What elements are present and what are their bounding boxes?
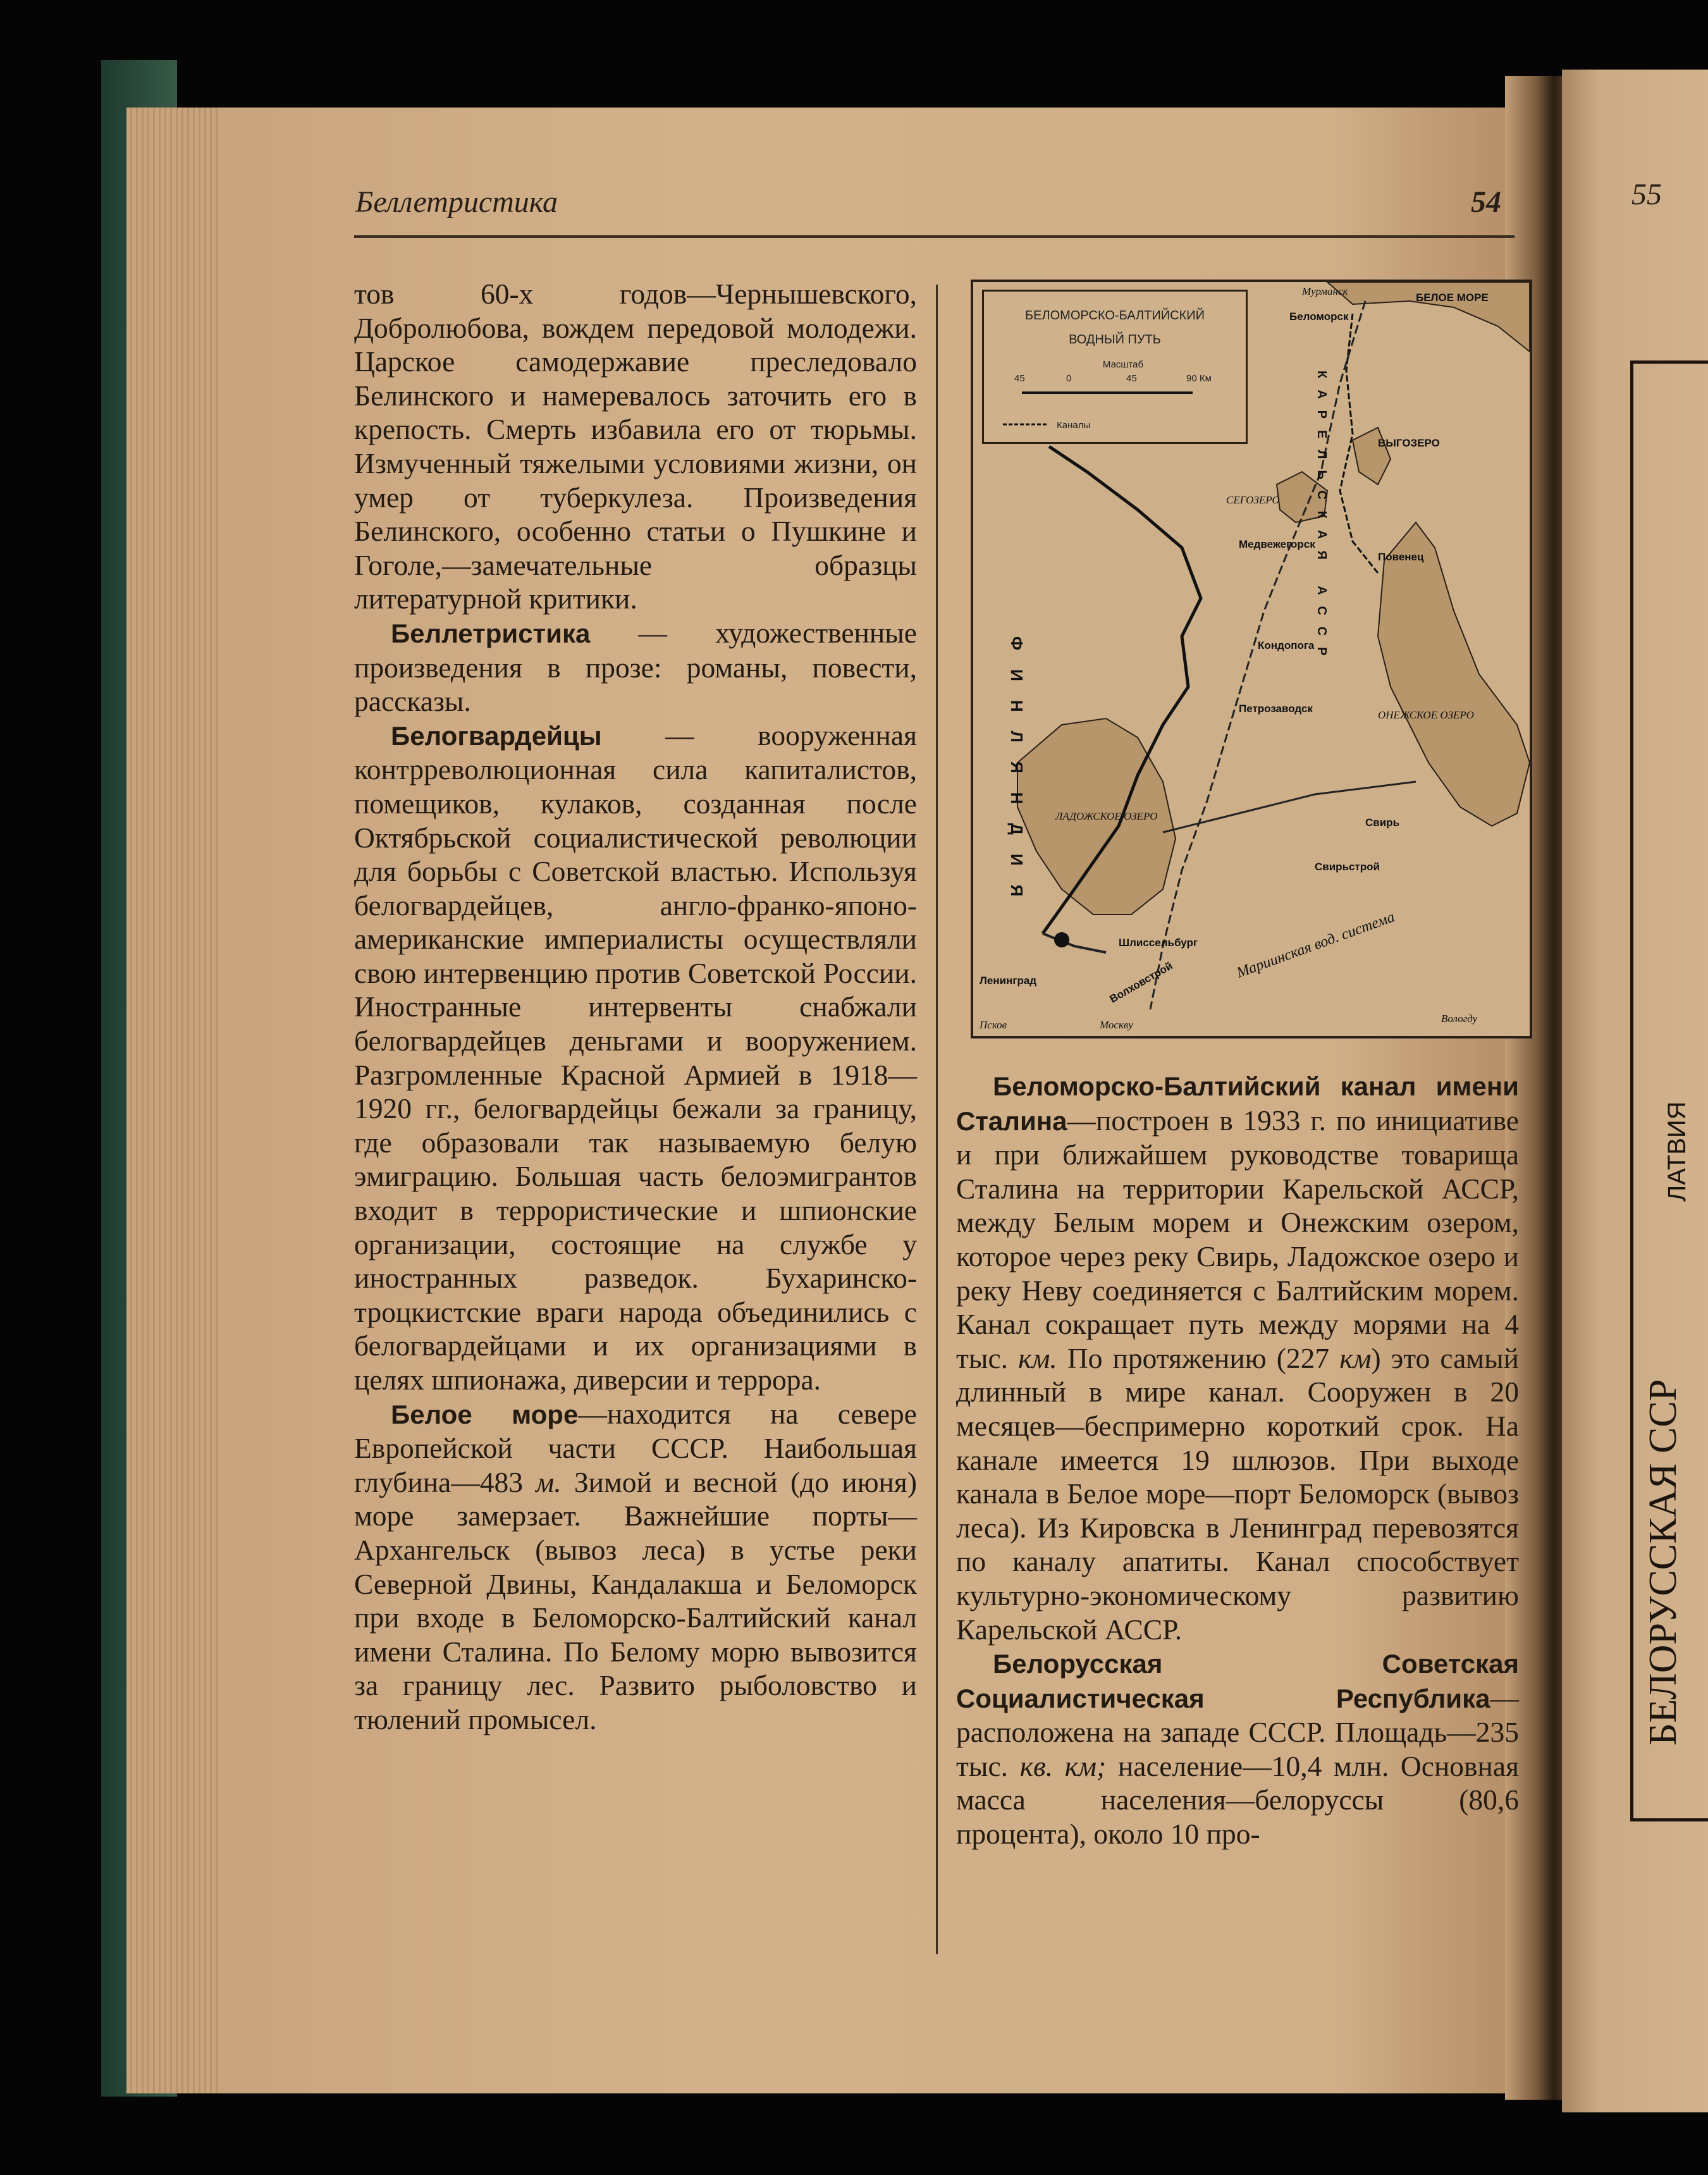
label-beloe-more: БЕЛОЕ МОРЕ <box>1416 292 1489 304</box>
label-onezhskoe: ОНЕЖСКОЕ ОЗЕРО <box>1378 709 1474 721</box>
definition-beloe-more-a: —находится на севере Европейской части СССР. Наибольшая глубина—483 <box>354 1397 917 1498</box>
definition-bssr-b: население—10,4 млн. Основная масса населения—белоруссы (80,6 процента), около 10 про- <box>956 1749 1520 1851</box>
label-petrozavodsk: Петрозаводск <box>1239 703 1313 715</box>
term-canal: Беломорско-Балтийский канал имени Сталина <box>956 1071 1519 1136</box>
label-leningrad: Ленинград <box>980 975 1037 987</box>
term-belletristika: Беллетристика <box>391 618 591 648</box>
map-inset-drawing <box>984 292 1246 442</box>
neva-river <box>1043 933 1106 952</box>
label-moskva: Москву <box>1100 1019 1133 1031</box>
entry-belletristika <box>354 616 917 718</box>
scale-tick-2: 45 <box>1126 373 1137 384</box>
column-rule <box>936 285 938 1954</box>
inset-title-2: ВОДНЫЙ ПУТЬ <box>1069 333 1161 347</box>
label-belomorsk: Беломорск <box>1289 311 1349 323</box>
unit-km: км. <box>1018 1341 1057 1374</box>
label-medvezhegorsk: Медвежегорск <box>1239 538 1315 550</box>
entry-belogvardeytsy <box>354 718 917 1397</box>
right-column <box>956 1069 1519 1851</box>
definition-canal-b: По протяжению (227 <box>1057 1341 1340 1374</box>
inset-title-1: БЕЛОМОРСКО-БАЛТИЙСКИЙ <box>1025 309 1205 323</box>
legend-canal-label: Каналы <box>1057 420 1091 431</box>
page-edges <box>126 108 221 2093</box>
label-kondopoga: Кондопога <box>1258 639 1315 651</box>
definition-beloe-more-b: Зимой и весной (до июня) море замерзает. Важнейшие порты—Архангельск (вывоз леса) в устье реки Северной Двины, Кандалакша и Беломорск при входе в Беломорско-Балтийский канал имени Сталина. По Белому морю вывозится за границу лес. Развито рыболовство и тюлений промысел. <box>354 1465 917 1735</box>
left-column <box>354 277 917 1737</box>
label-mariinskaya: Мариинская вод. система <box>1234 908 1398 982</box>
definition-belogvardeytsy: — вооруженная контрреволюционная сила капиталистов, помещиков, кулаков, созданная после Октябрьской социалистической революции для борьбы с Советской властью. Используя белогвардейцев, англо-франко-японо-американские империалисты осуществляли свою интервенцию против Советской России. Иностранные интервенты снабжали белогвардейцев деньгами и вооружением. Разгромленные Красной Армией в 1918—1920 гг., белогвардейцы бежали за границу, где образовали так называемую белую эмиграцию. Большая часть белоэмигрантов входит в террористические и шпионские организации, состоящие на службе у иностранных разведок. Бухаринско-троцкистские враги народа объединились с белогвардейцами и их организациями в целях шпионажа, диверсии и террора. <box>354 718 917 1396</box>
definition-belletristika: — художественные произведения в прозе: романы, повести, рассказы. <box>354 616 917 718</box>
label-vologda: Вологду <box>1441 1013 1478 1025</box>
label-murmansk: Мурманск <box>1302 285 1348 297</box>
label-shlisselburg: Шлиссельбург <box>1119 937 1198 949</box>
label-karelskaya: КАРЕЛЬСКАЯ АССР <box>1315 371 1329 667</box>
unit-meter: м. <box>536 1465 562 1498</box>
next-page-map-labels <box>1638 1012 1707 1771</box>
label-vygozero: ВЫГОЗЕРО <box>1378 437 1440 449</box>
scale-label: Масштаб <box>1102 359 1144 370</box>
label-pskov: Псков <box>980 1019 1007 1031</box>
scale-tick-1: 0 <box>1066 373 1072 384</box>
leningrad-marker <box>1054 932 1069 947</box>
unit-km-2: км <box>1339 1341 1372 1374</box>
onega-lake-area <box>1378 522 1530 826</box>
map-inset <box>982 290 1248 444</box>
running-title: Беллетристика <box>355 185 558 219</box>
label-volkhovstroy: Волховстрой <box>1107 959 1175 1006</box>
term-bssr: Белорусская Советская Социалистическая Республика <box>956 1649 1519 1713</box>
unit-sq-km: кв. км; <box>1019 1749 1107 1782</box>
scale-tick-3: 90 Км <box>1186 373 1212 384</box>
label-ladozhskoe: ЛАДОЖСКОЕ ОЗЕРО <box>1055 810 1158 822</box>
label-povenets: Повенец <box>1378 551 1424 563</box>
canal-map <box>971 280 1532 1038</box>
entry-canal <box>956 1069 1519 1646</box>
entry-bssr <box>956 1646 1519 1851</box>
paragraph-belinsky-end: тов 60-х годов—Чернышевского, Добролюбова, вождем передовой молодежи. Царское самодержавие преследовало Белинского и намеревалось заточить его в крепость. Смерть избавила его от тюрьмы. Измученный тяжелыми условиями жизни, он умер от туберкулеза. Произведения Белинского, особенно статьи о Пушкине и Гоголе,—замечательные образцы литературной критики. <box>354 278 917 615</box>
header-rule <box>354 235 1514 238</box>
label-segozero: СЕГОЗЕРО <box>1226 494 1280 506</box>
label-belorusskaya-ssr: БЕЛОРУССКАЯ ССР <box>1642 1379 1685 1746</box>
label-svirstroy: Свирьстрой <box>1315 861 1380 873</box>
scale-tick-0: 45 <box>1014 373 1025 384</box>
next-page-number: 55 <box>1631 178 1662 211</box>
definition-bssr-a: —расположена на западе СССР. Площадь—235 тыс. <box>956 1681 1519 1782</box>
term-beloe-more: Белое море <box>391 1399 579 1429</box>
term-belogvardeytsy: Белогвардейцы <box>391 720 602 751</box>
definition-canal-a: —построен в 1933 г. по инициативе и при ближайшем руководстве товарища Сталина на территории Карельской АССР, между Белым морем и Онежским озером, которое через реку Свирь, Ладожское озеро и реку Неву соединяется с Балтийским морем. Канал сокращает путь между морями на 4 тыс. <box>956 1104 1519 1374</box>
label-finlyandiya: ФИНЛЯНДИЯ <box>1007 636 1026 916</box>
entry-beloe-more <box>354 1397 917 1737</box>
vygozero-area <box>1353 428 1391 484</box>
definition-canal-c: ) это самый длинный в мире канал. Сооружен в 20 месяцев—беспримерно короткий срок. На канале имеется 19 шлюзов. При выходе канала в Белое море—порт Беломорск (вывоз леса). Из Кировска в Ленинград перевозятся по каналу апатиты. Канал способствует культурно-экономическому развитию Карельской АССР. <box>956 1341 1519 1646</box>
page-number: 54 <box>1471 185 1501 219</box>
label-svir: Свирь <box>1365 816 1400 829</box>
label-latvia: ЛАТВИЯ <box>1663 1101 1691 1202</box>
